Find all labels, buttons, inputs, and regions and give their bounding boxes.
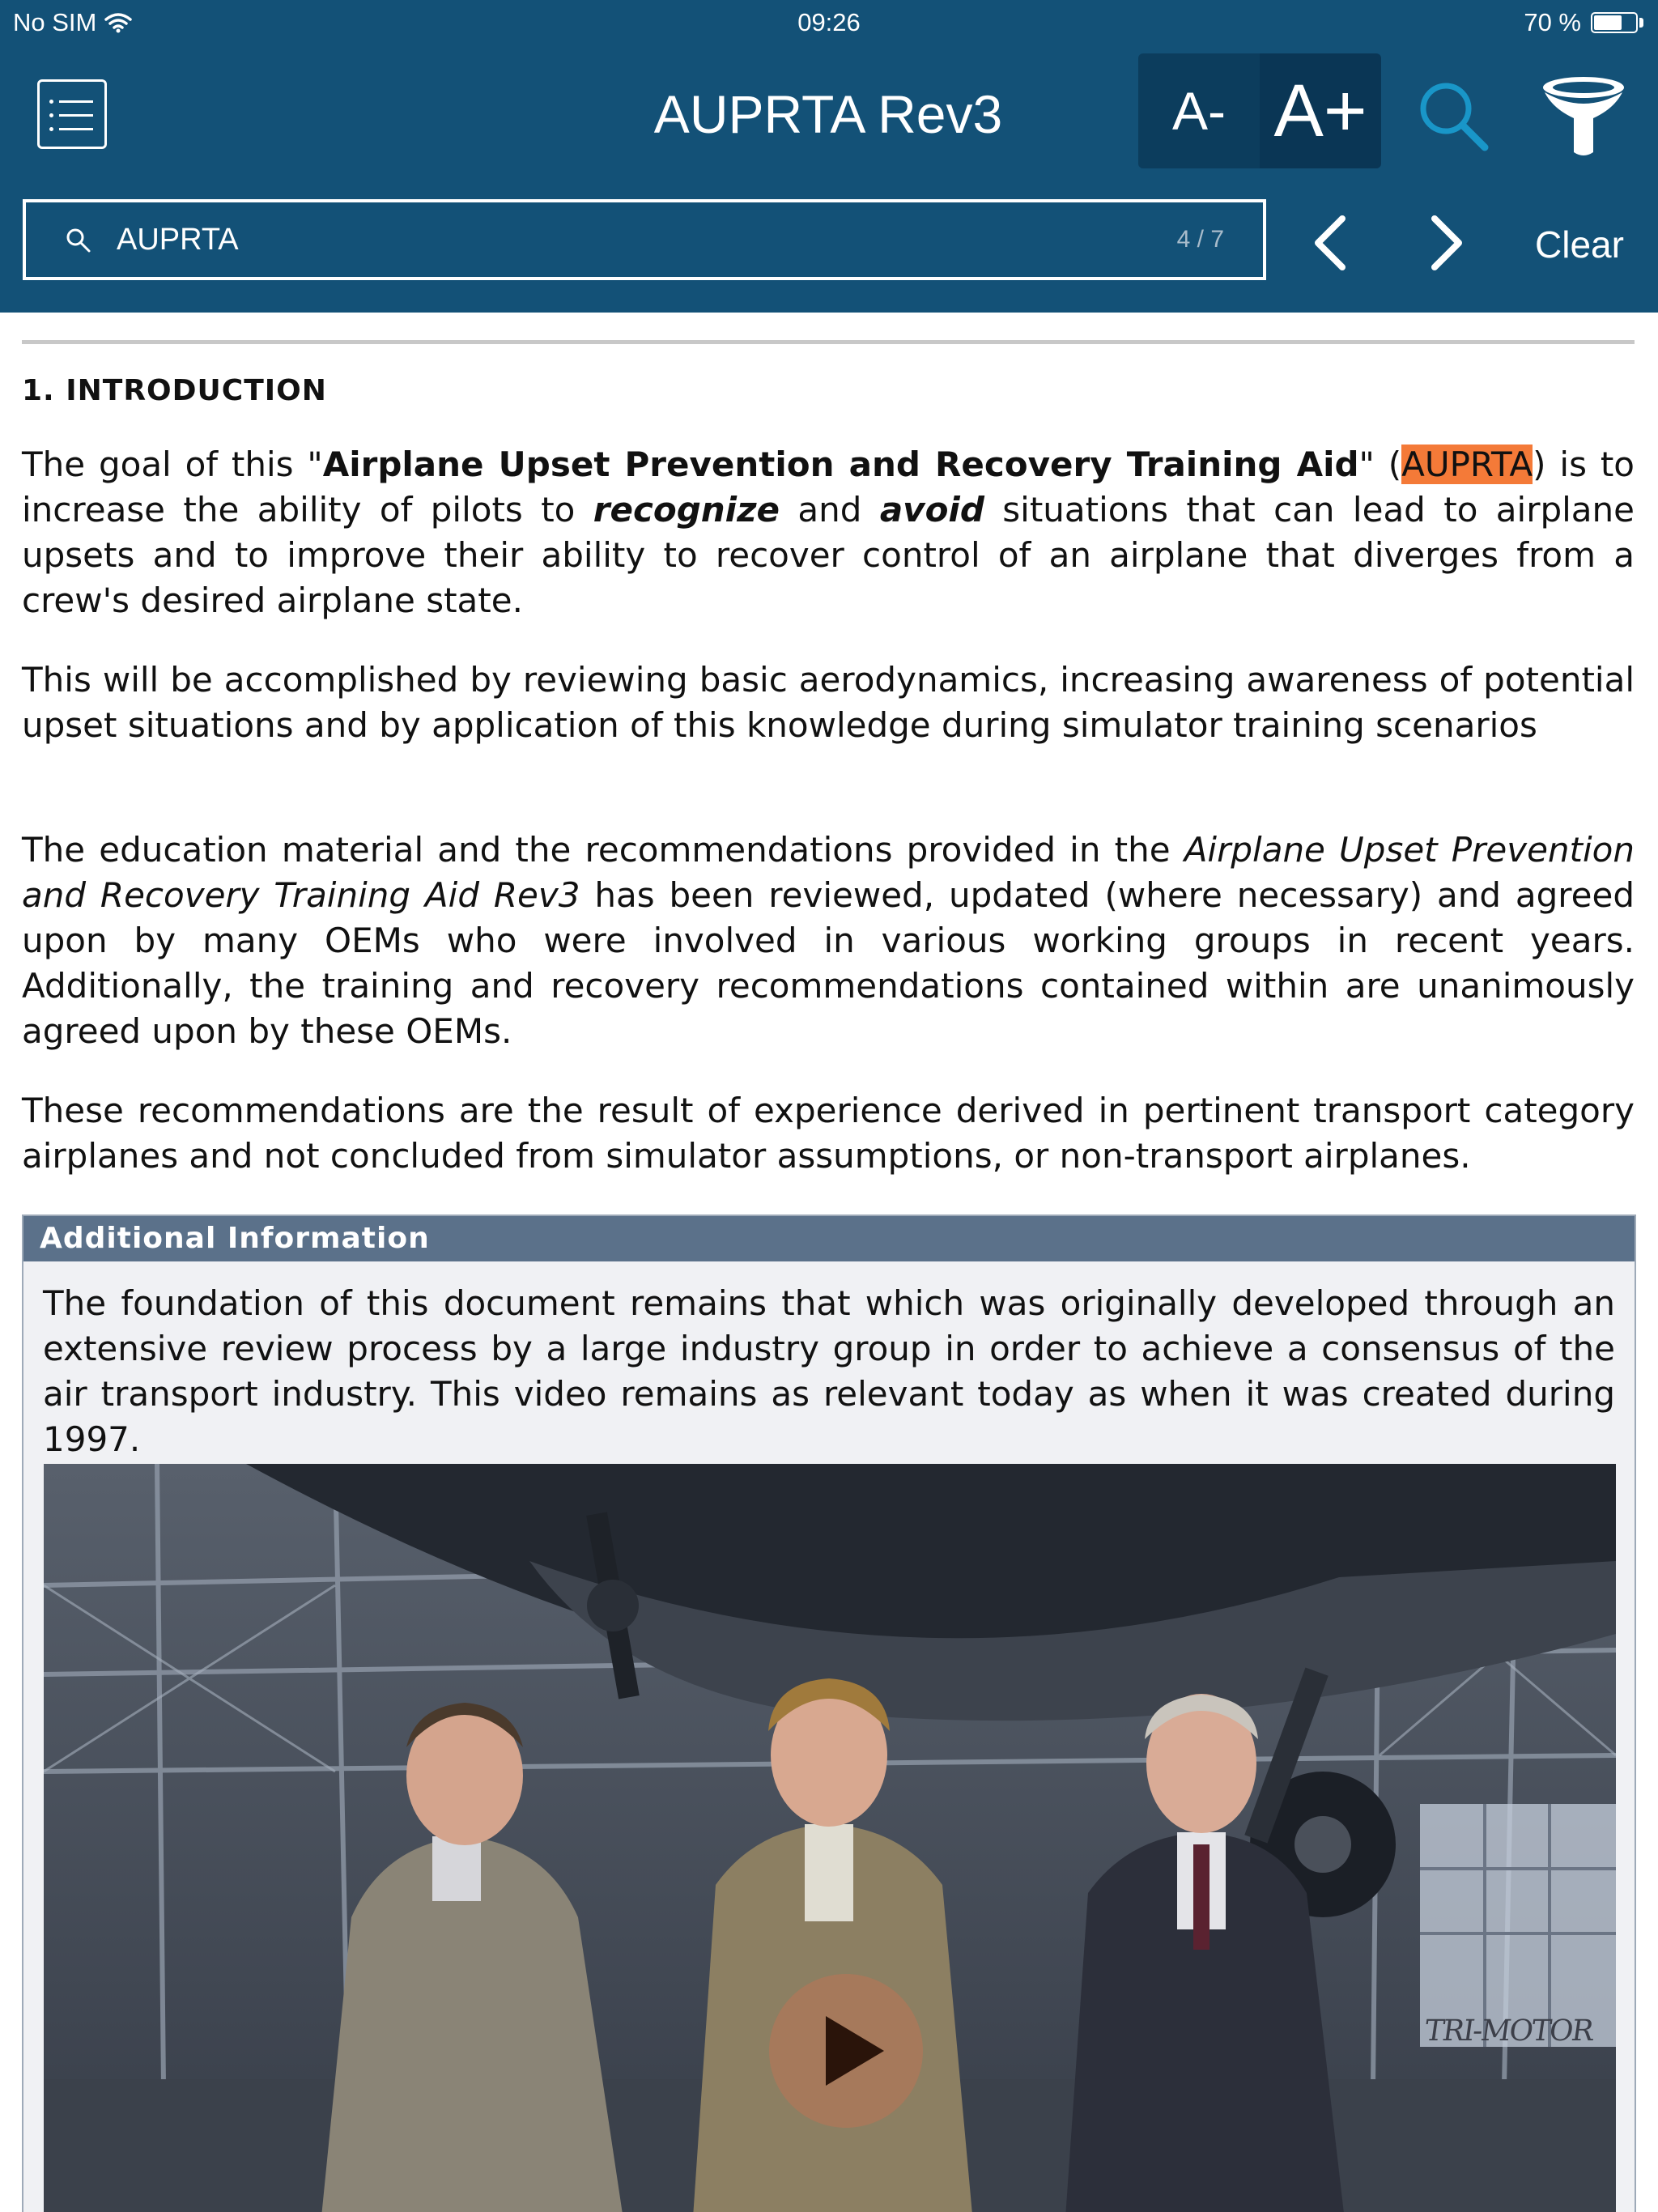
- status-bar: [0, 0, 1658, 45]
- text-run: has been reviewed, updated (where necessary) and agreed upon by many OEMs who were involved in various working groups in recent years. Additionally, the training and recovery recommendations contained within are unanimously agreed upon by these OEMs.: [22, 875, 1635, 1051]
- text-run: and: [780, 490, 880, 530]
- page-title: AUPRTA Rev3: [653, 84, 1003, 144]
- list-dot: [49, 100, 53, 104]
- carrier-label: No SIM: [13, 8, 97, 36]
- text-run: The goal of this ": [22, 445, 323, 484]
- list-line: [59, 100, 93, 103]
- divider: [22, 340, 1635, 344]
- list-line: [59, 114, 93, 117]
- clear-button[interactable]: Clear: [1535, 223, 1624, 266]
- filter-icon[interactable]: [1538, 71, 1629, 162]
- text-run: " (: [1358, 445, 1402, 484]
- font-decrease-button[interactable]: A-: [1138, 53, 1260, 168]
- video-sign-text: TRI-MOTOR: [1422, 2014, 1595, 2048]
- list-dot: [49, 127, 53, 131]
- status-time: 09:26: [797, 8, 861, 36]
- font-increase-button[interactable]: A+: [1260, 53, 1381, 168]
- search-input[interactable]: [117, 202, 1088, 277]
- play-icon: [769, 1974, 923, 2128]
- list-line: [59, 128, 93, 130]
- chevron-right-icon[interactable]: [1418, 204, 1475, 282]
- list-icon[interactable]: [37, 79, 107, 149]
- paragraph-education: [22, 827, 1635, 1054]
- paragraph-goal: [22, 442, 1635, 623]
- chevron-left-icon[interactable]: [1302, 204, 1358, 282]
- search-field: [23, 199, 1266, 280]
- bold-title: Airplane Upset Prevention and Recovery Training Aid: [322, 445, 1359, 484]
- emphasis-avoid: avoid: [879, 490, 984, 530]
- text-run: The education material and the recommendations provided in the: [22, 830, 1184, 870]
- search-highlight: AUPRTA: [1401, 445, 1533, 484]
- italic-title: Airplane Upset Prevention and Recovery Training Aid Rev3: [22, 830, 1635, 915]
- search-icon[interactable]: [1415, 78, 1491, 154]
- battery-percent: 70 %: [1524, 8, 1581, 36]
- additional-info-text: The foundation of this document remains that which was originally developed through an extensive review process by a large industry group in order to achieve a consensus of the air transport industry. This video remains as relevant today as when it was created during 1997.: [43, 1283, 1615, 1459]
- paragraph-method: This will be accomplished by reviewing basic aerodynamics, increasing awareness of potential upset situations and by application of this knowledge during simulator training scenarios: [22, 660, 1635, 745]
- battery-icon: [1591, 12, 1638, 33]
- status-battery: [1524, 8, 1643, 37]
- text-run: situations that can lead to airplane upsets and to improve their ability to recover control of an airplane that diverges from a crew's desired airplane state.: [22, 490, 1635, 620]
- paragraph-recommendations: These recommendations are the result of experience derived in pertinent transport category airplanes and not concluded from simulator assumptions, or non-transport airplanes.: [22, 1091, 1635, 1176]
- play-button[interactable]: [769, 1974, 923, 2128]
- battery-nub: [1639, 18, 1643, 28]
- video-player[interactable]: [44, 1464, 1616, 2212]
- additional-info-box: [22, 1214, 1636, 2212]
- text-run: ) is to increase the ability of pilots to: [22, 445, 1635, 530]
- match-count: 4 / 7: [1176, 226, 1224, 253]
- additional-info-header: Additional Information: [23, 1216, 1635, 1261]
- section-heading: 1. INTRODUCTION: [22, 374, 327, 407]
- search-icon: [65, 227, 92, 254]
- app-header: [0, 0, 1658, 313]
- list-dot: [49, 113, 53, 117]
- font-size-controls: [1138, 53, 1381, 168]
- emphasis-recognize: recognize: [593, 490, 780, 530]
- battery-level: [1594, 15, 1622, 30]
